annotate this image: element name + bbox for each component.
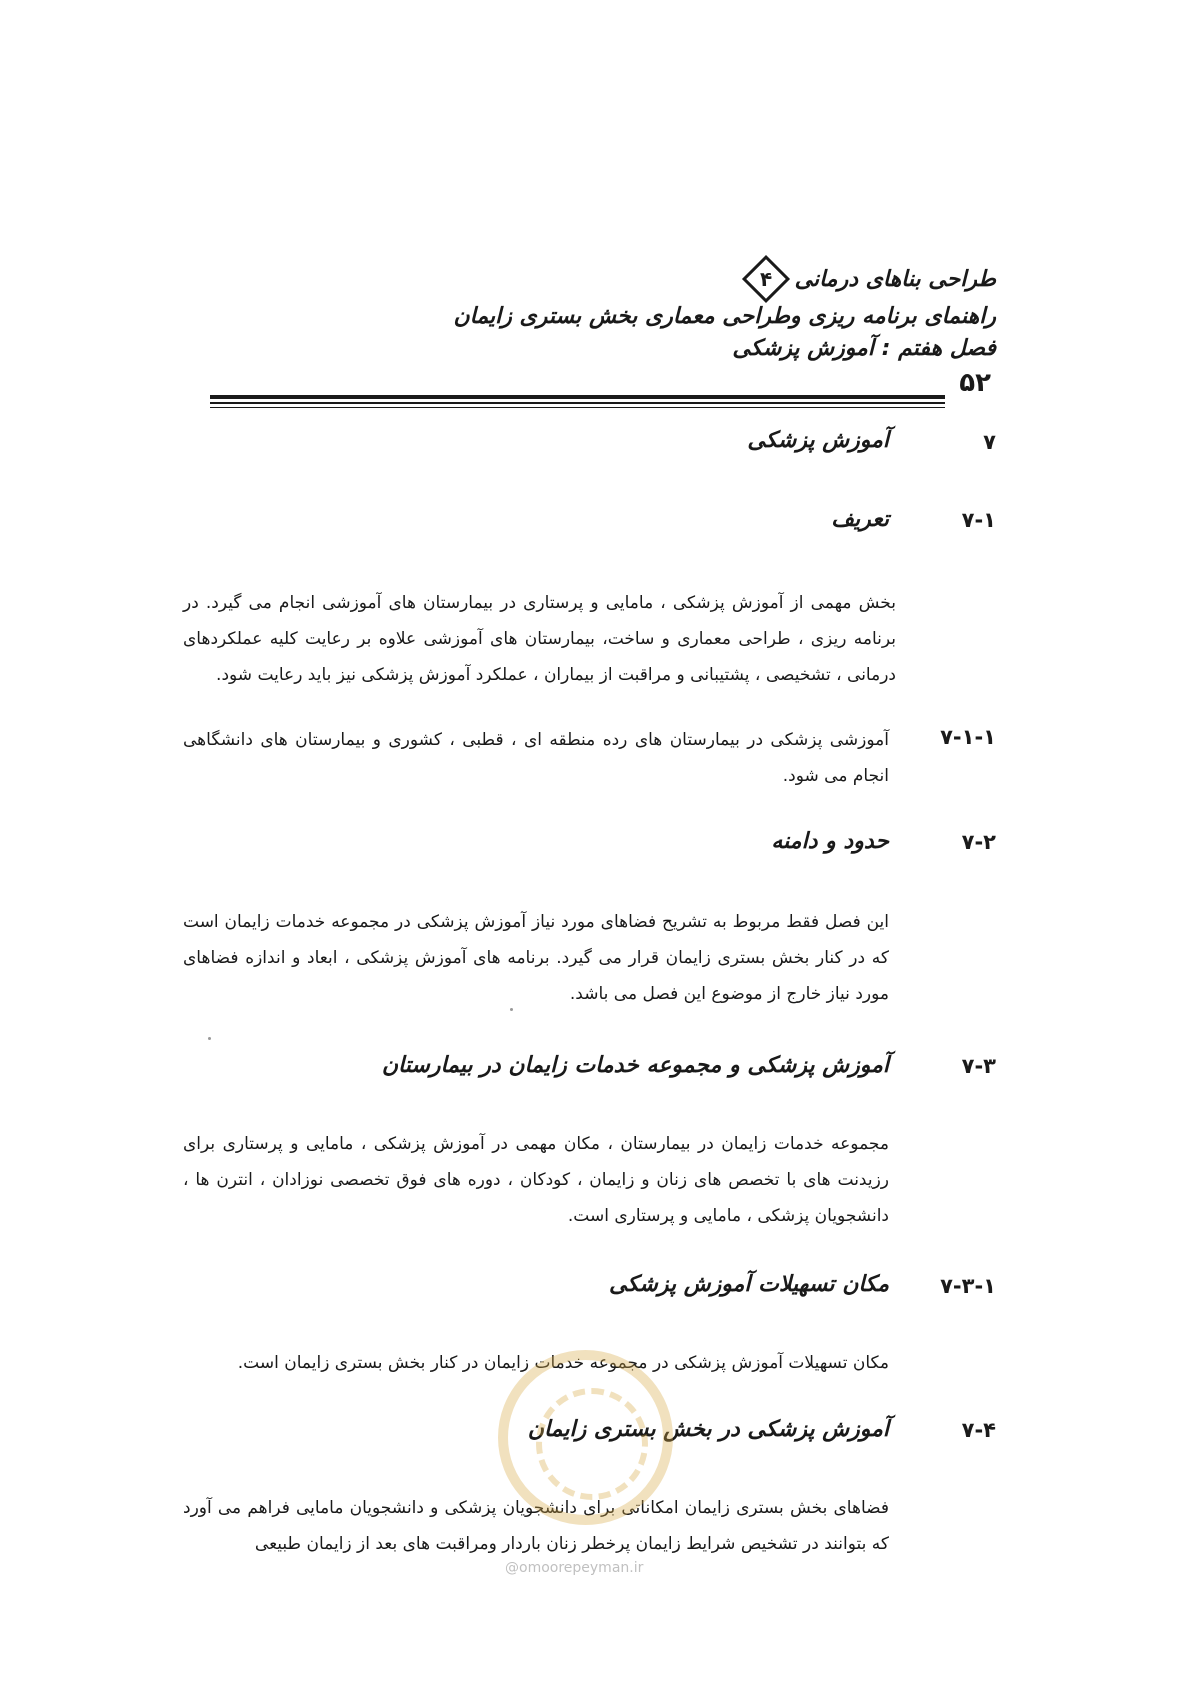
section-number: ۷ [983, 430, 996, 454]
paragraph: مکان تسهیلات آموزش پزشکی در مجموعه خدمات زایمان در کنار بخش بستری زایمان است. [237, 1353, 889, 1373]
watermark-text: @omoorepeyman.ir [505, 1560, 644, 1576]
series-title: طراحی بناهای درمانی [794, 266, 996, 292]
section-number: ۷-۴ [961, 1418, 996, 1442]
watermark-seal [498, 1350, 673, 1525]
section-number: ۷-۲ [961, 830, 996, 854]
section-heading: آموزش پزشکی [747, 428, 889, 453]
section-heading: حدود و دامنه [771, 829, 889, 854]
header-rule-medium [210, 402, 945, 404]
section-heading: آموزش پزشکی در بخش بستری زایمان [527, 1417, 889, 1442]
series-title-line [749, 262, 996, 296]
section-heading: آموزش پزشکی و مجموعه خدمات زایمان در بیمارستان [381, 1053, 889, 1078]
section-heading: مکان تسهیلات آموزش پزشکی [608, 1272, 889, 1297]
header-rule-thin [210, 407, 945, 408]
scan-speck [208, 1037, 211, 1040]
section-number: ۷-۱ [961, 508, 996, 532]
book-title: راهنمای برنامه ریزی وطراحی معماری بخش بستری زایمان [453, 304, 996, 329]
section-heading: تعریف [831, 507, 889, 532]
series-number-badge [742, 255, 790, 303]
header-rule-thick [210, 395, 945, 399]
paragraph: آموزشی پزشکی در بیمارستان های رده منطقه ای ، قطبی ، کشوری و بیمارستان های دانشگاهی انجام می شود. [183, 730, 889, 786]
paragraph: فضاهای بخش بستری زایمان امکاناتی برای دانشجویان پزشکی و دانشجویان مامایی فراهم می آورد که بتوانند در تشخیص شرایط زایمان پرخطر زنان باردار ومراقبت های بعد از زایمان طبیعی [183, 1498, 889, 1554]
paragraph: مجموعه خدمات زایمان در بیمارستان ، مکان مهمی در آموزش پزشکی ، مامایی و پرستاری برای رزیدنت های با تخصص های زنان و زایمان ، کودکان ، دوره های فوق تخصصی نوزادان ، انترن ها ، دانشجویان پزشکی ، مامایی و پرستاری است. [183, 1134, 889, 1226]
paragraph: بخش مهمی از آموزش پزشکی ، مامایی و پرستاری در بیمارستان های آموزشی انجام می گیرد. در برنامه ریزی ، طراحی معماری و ساخت، بیمارستان های آموزشی علاوه بر رعایت کلیه عملکردهای درمانی ، تشخیصی ، پشتیبانی و مراقبت از بیماران ، عملکرد آموزش پزشکی نیز باید رعایت شود. [183, 593, 896, 685]
chapter-title: فصل هفتم : آموزش پزشکی [732, 336, 996, 361]
scan-speck [510, 1008, 513, 1011]
series-number: ۴ [759, 267, 772, 291]
paragraph: این فصل فقط مربوط به تشریح فضاهای مورد نیاز آموزش پزشکی در مجموعه خدمات زایمان است که در کنار بخش بستری زایمان قرار می گیرد. برنامه های آموزش پزشکی ، ابعاد و اندازه فضاهای مورد نیاز خارج از موضوع این فصل می باشد. [183, 912, 889, 1004]
section-number: ۷-۳ [961, 1054, 996, 1078]
page-number: ۵۲ [959, 368, 991, 398]
section-number: ۷-۳-۱ [940, 1274, 996, 1298]
watermark-gear-icon [536, 1388, 648, 1500]
section-number: ۷-۱-۱ [940, 725, 996, 749]
